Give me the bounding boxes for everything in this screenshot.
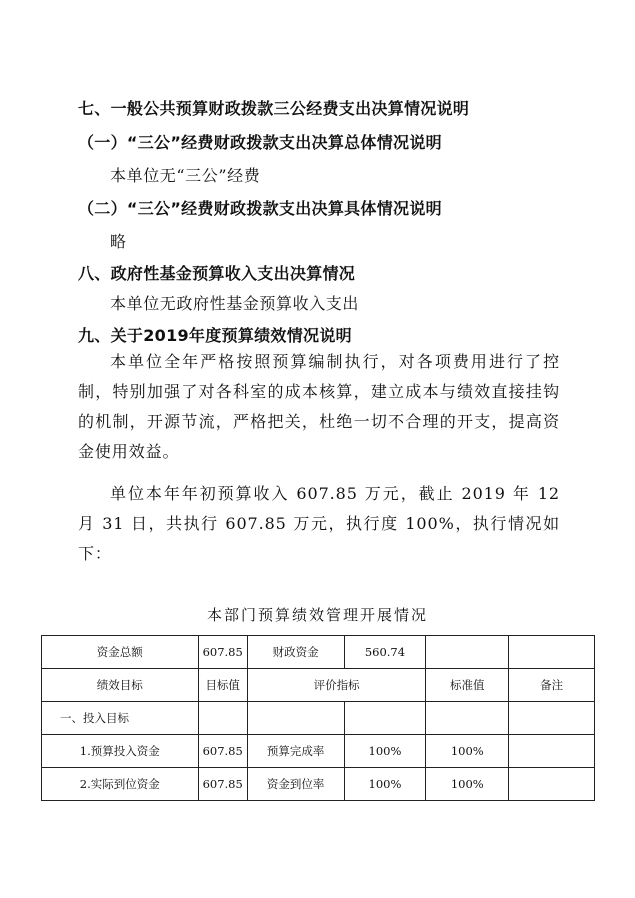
column-header: 绩效目标 [42,669,199,702]
table-cell [509,636,595,669]
table-cell [198,702,247,735]
section-7-subtitle-2: （二）“三公”经费财政拨款支出决算具体情况说明 [78,199,442,218]
table-cell [509,702,595,735]
table-cell: 2.实际到位资金 [42,768,199,801]
section-9-paragraph-2: 单位本年年初预算收入 607.85 万元，截止 2019 年 12 月 31 日，共执行 607.85 万元，执行度 100%，执行情况如下： [78,484,560,563]
table-cell: 607.85 [198,735,247,768]
table-caption: 本部门预算绩效管理开展情况 [206,606,428,624]
table-row [42,636,595,669]
table-cell: 资金总额 [42,636,199,669]
table-cell: 100% [426,735,509,768]
table-cell: 100% [344,768,426,801]
table-cell [509,735,595,768]
column-header: 评价指标 [247,669,426,702]
table-cell [247,702,344,735]
column-header: 备注 [509,669,595,702]
table-cell: 财政资金 [247,636,344,669]
section-8-text: 本单位无政府性基金预算收入支出 [110,294,360,313]
section-7-title: 七、一般公共预算财政拨款三公经费支出决算情况说明 [78,99,470,118]
table-row [42,768,595,801]
table-cell: 100% [426,768,509,801]
table-cell: 607.85 [198,636,247,669]
table-cell: 资金到位率 [247,768,344,801]
table-cell [426,702,509,735]
table-header-row [42,669,595,702]
table-cell: 607.85 [198,768,247,801]
section-7-sub1-text: 本单位无“三公”经费 [110,166,261,185]
table-cell [426,636,509,669]
section-9-title: 九、关于2019年度预算绩效情况说明 [78,326,352,345]
table-section-row [42,702,595,735]
section-7-subtitle-1: （一）“三公”经费财政拨款支出决算总体情况说明 [78,133,442,152]
table-cell [509,768,595,801]
column-header: 标准值 [426,669,509,702]
section-7-sub2-text: 略 [110,232,127,251]
table-cell: 预算完成率 [247,735,344,768]
table-cell: 1.预算投入资金 [42,735,199,768]
section-9-paragraph-1: 本单位全年严格按照预算编制执行，对各项费用进行了控制，特别加强了对各科室的成本核算，建立成本与绩效直接挂钩的机制，开源节流，严格把关，杜绝一切不合理的开支，提高资金使用效益。 [78,352,560,461]
table-cell: 560.74 [344,636,426,669]
performance-table [41,635,595,801]
section-8-title: 八、政府性基金预算收入支出决算情况 [78,264,356,283]
section-label: 一、投入目标 [42,702,199,735]
table-cell: 100% [344,735,426,768]
table-row [42,735,595,768]
table-cell [344,702,426,735]
column-header: 目标值 [198,669,247,702]
